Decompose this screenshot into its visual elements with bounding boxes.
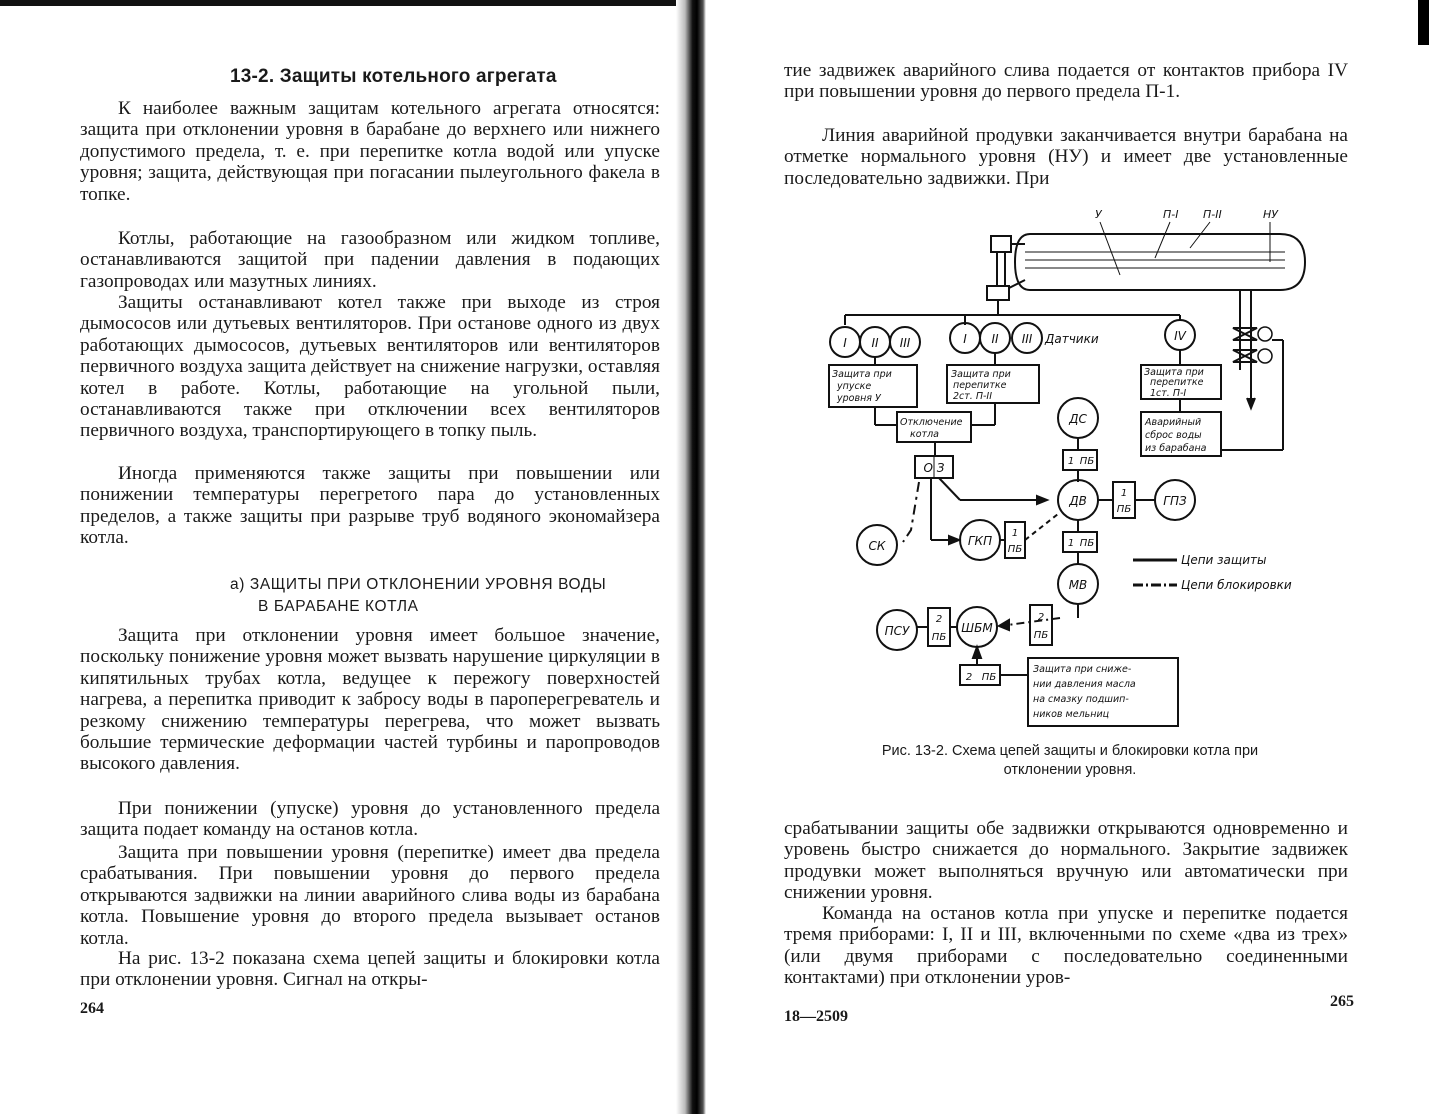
paragraph: На рис. 13-2 показана схема цепей защиты и блокировки котла при отклонении уровня. Сигнал на откры- xyxy=(80,948,660,991)
gauge-label: I xyxy=(963,332,967,346)
box-emergency-line: сброс воды xyxy=(1145,430,1202,441)
box-emergency-line: Аварийный xyxy=(1145,417,1202,428)
scan-right-edge xyxy=(1418,0,1429,45)
tag-1: 1 xyxy=(1067,538,1075,549)
box-oil-line: нии давления масла xyxy=(1033,679,1136,690)
book-spine-shadow xyxy=(676,0,706,1114)
tag-2: 2 xyxy=(935,614,943,625)
node-label: ГКП xyxy=(967,534,993,548)
printer-signature: 18—2509 xyxy=(784,1008,848,1025)
box-oil-line: Защита при сниже- xyxy=(1033,664,1132,675)
tag-2: 2 xyxy=(1037,612,1045,623)
tag-pb: ПБ xyxy=(1116,504,1132,515)
box-shutdown-line: Отключение xyxy=(900,417,963,428)
paragraph: К наиболее важным защитам котельного агрегата относятся: защита при отклонении уровня в барабане до верхнего или нижнего допустимого предела, т. е. при перепитке котла водой или упуске уровня; защита, действующая при погасании пылеугольного факела в топке. xyxy=(80,98,660,205)
box-overfeed-2-line: Защита при xyxy=(951,369,1011,380)
tag-pb: ПБ xyxy=(1079,538,1095,549)
paragraph: Линия аварийной продувки заканчивается внутри барабана на отметке нормального уровня (НУ) и имеет две установленные последовательно задвижки. При xyxy=(784,125,1348,189)
sensors-label: Датчики xyxy=(1045,332,1099,346)
box-oil-line: на смазку подшип- xyxy=(1033,694,1129,705)
box-oil-line: ников мельниц xyxy=(1033,709,1110,720)
tag-pb: ПБ xyxy=(1007,544,1023,555)
gauge-label: IV xyxy=(1174,329,1186,343)
section-heading: 13-2. Защиты котельного агрегата xyxy=(230,66,557,87)
left-page xyxy=(60,0,660,1114)
figure-caption xyxy=(810,742,1330,780)
box-low-level-line: упуске xyxy=(837,381,872,392)
paragraph: Защиты останавливают котел также при выходе из строя дымососов или дутьевых вентиляторов. При останове одного из двух работающих дымососов, дутьевых вентиляторов или вентиляторов первичного воздуха защита действует на снижение нагрузки, оставляя котел в работе. Котлы, работающие на угольной пыли, останавливаются также при отключении всех вентиляторов первичного воздуха, транспортирующего в топку пыль. xyxy=(80,292,660,442)
page-number: 265 xyxy=(1330,993,1354,1010)
box-overfeed-1-line: Защита при xyxy=(1144,367,1204,378)
paragraph: тие задвижек аварийного слива подается от контактов прибора IV при повышении уровня до первого предела П-1. xyxy=(784,60,1348,103)
page-number: 264 xyxy=(80,1000,104,1017)
tag-pb: ПБ xyxy=(981,672,997,683)
node-label: ДС xyxy=(1069,412,1087,426)
subsection-heading xyxy=(230,574,606,618)
drum-label-u: У xyxy=(1095,208,1102,221)
drum-label-p2: П-II xyxy=(1203,208,1222,221)
box-overfeed-2-line: 2ст. П-II xyxy=(953,391,993,402)
boiler-drum xyxy=(1015,234,1305,290)
protection-scheme-figure xyxy=(815,200,1310,740)
figure-caption-line: отклонении уровня. xyxy=(1003,762,1137,778)
box-overfeed-1-line: 1ст. П-I xyxy=(1150,388,1187,399)
level-sensor-top xyxy=(991,236,1011,252)
gauge-label: III xyxy=(1021,332,1033,346)
node-label: ДВ xyxy=(1069,494,1087,508)
tag-1: 1 xyxy=(1120,488,1128,499)
paragraph: Защита при отклонении уровня имеет большое значение, поскольку понижение уровня может вызвать нарушение циркуляции в кипятильных трубах котла, ведущее к пережогу поверхностей нагрева, а перепитка приводит к забросу воды в пароперегреватель и резкому снижению температуры перегрева, что может вызвать большие термические деформации частей турбины и паропроводов высокого давления. xyxy=(80,625,660,775)
protection-scheme-diagram xyxy=(815,200,1310,740)
drum-label-p1: П-I xyxy=(1163,208,1179,221)
oz-label: О З xyxy=(923,461,945,475)
box-overfeed-1-line: перепитке xyxy=(1150,377,1204,388)
tag-1: 1 xyxy=(1011,528,1019,539)
tag-2: 2 xyxy=(965,672,973,683)
subsection-heading-line: В БАРАБАНЕ КОТЛА xyxy=(258,598,419,615)
paragraph: срабатывании защиты обе задвижки открываются одновременно и уровень быстро снижается до нормального. Закрытие задвижек продувки может выполняться вручную или автоматически при снижении уровня. xyxy=(784,818,1348,904)
subsection-heading-line: а) ЗАЩИТЫ ПРИ ОТКЛОНЕНИИ УРОВНЯ ВОДЫ xyxy=(230,576,607,593)
node-label: СК xyxy=(868,539,886,553)
tag-pb: ПБ xyxy=(931,632,947,643)
box-low-level-line: уровня У xyxy=(837,393,881,404)
box-overfeed-2-line: перепитке xyxy=(953,380,1007,391)
drum-label-nu: НУ xyxy=(1263,208,1278,221)
gauge-label: II xyxy=(991,332,999,346)
level-sensor-bottom xyxy=(987,286,1009,300)
box-emergency-line: из барабана xyxy=(1145,443,1207,454)
gauge-label: III xyxy=(899,336,911,350)
box-shutdown-line: котла xyxy=(910,429,939,440)
node-label: ШБМ xyxy=(961,621,993,635)
paragraph: Иногда применяются также защиты при повышении или понижении температуры перегретого пара до установленных пределов, а также защиты при разрыве труб водяного экономайзера котла. xyxy=(80,463,660,549)
legend-interlock: Цепи блокировки xyxy=(1181,578,1292,592)
gauge-label: I xyxy=(843,336,847,350)
tag-pb: ПБ xyxy=(1079,456,1095,467)
paragraph: Защита при повышении уровня (перепитке) имеет два предела срабатывания. При повышении уровня до первого предела открываются задвижки на линии аварийного слива воды из барабана котла. Повышение уровня до второго предела вызывает останов котла. xyxy=(80,842,660,949)
figure-caption-line: Рис. 13-2. Схема цепей защиты и блокировки котла при xyxy=(881,743,1259,759)
node-label: ГПЗ xyxy=(1163,494,1187,508)
gauge-label: II xyxy=(871,336,879,350)
tag-1: 1 xyxy=(1067,456,1075,467)
node-label: МВ xyxy=(1068,578,1088,592)
tag-pb: ПБ xyxy=(1033,630,1049,641)
paragraph: При понижении (упуске) уровня до установленного предела защита подает команду на останов котла. xyxy=(80,798,660,841)
box-low-level-line: Защита при xyxy=(832,369,892,380)
node-label: ПСУ xyxy=(884,624,910,638)
legend-protection: Цепи защиты xyxy=(1181,553,1267,567)
paragraph: Котлы, работающие на газообразном или жидком топливе, останавливаются защитой при падении давления в подающих газопроводах или мазутных линиях. xyxy=(80,228,660,292)
paragraph: Команда на останов котла при упуске и перепитке подается тремя приборами: I, II и III, включенными по схеме «два из трех» (или двумя приборами с последовательно соединенными контактами) при отклонении уров- xyxy=(784,903,1348,989)
